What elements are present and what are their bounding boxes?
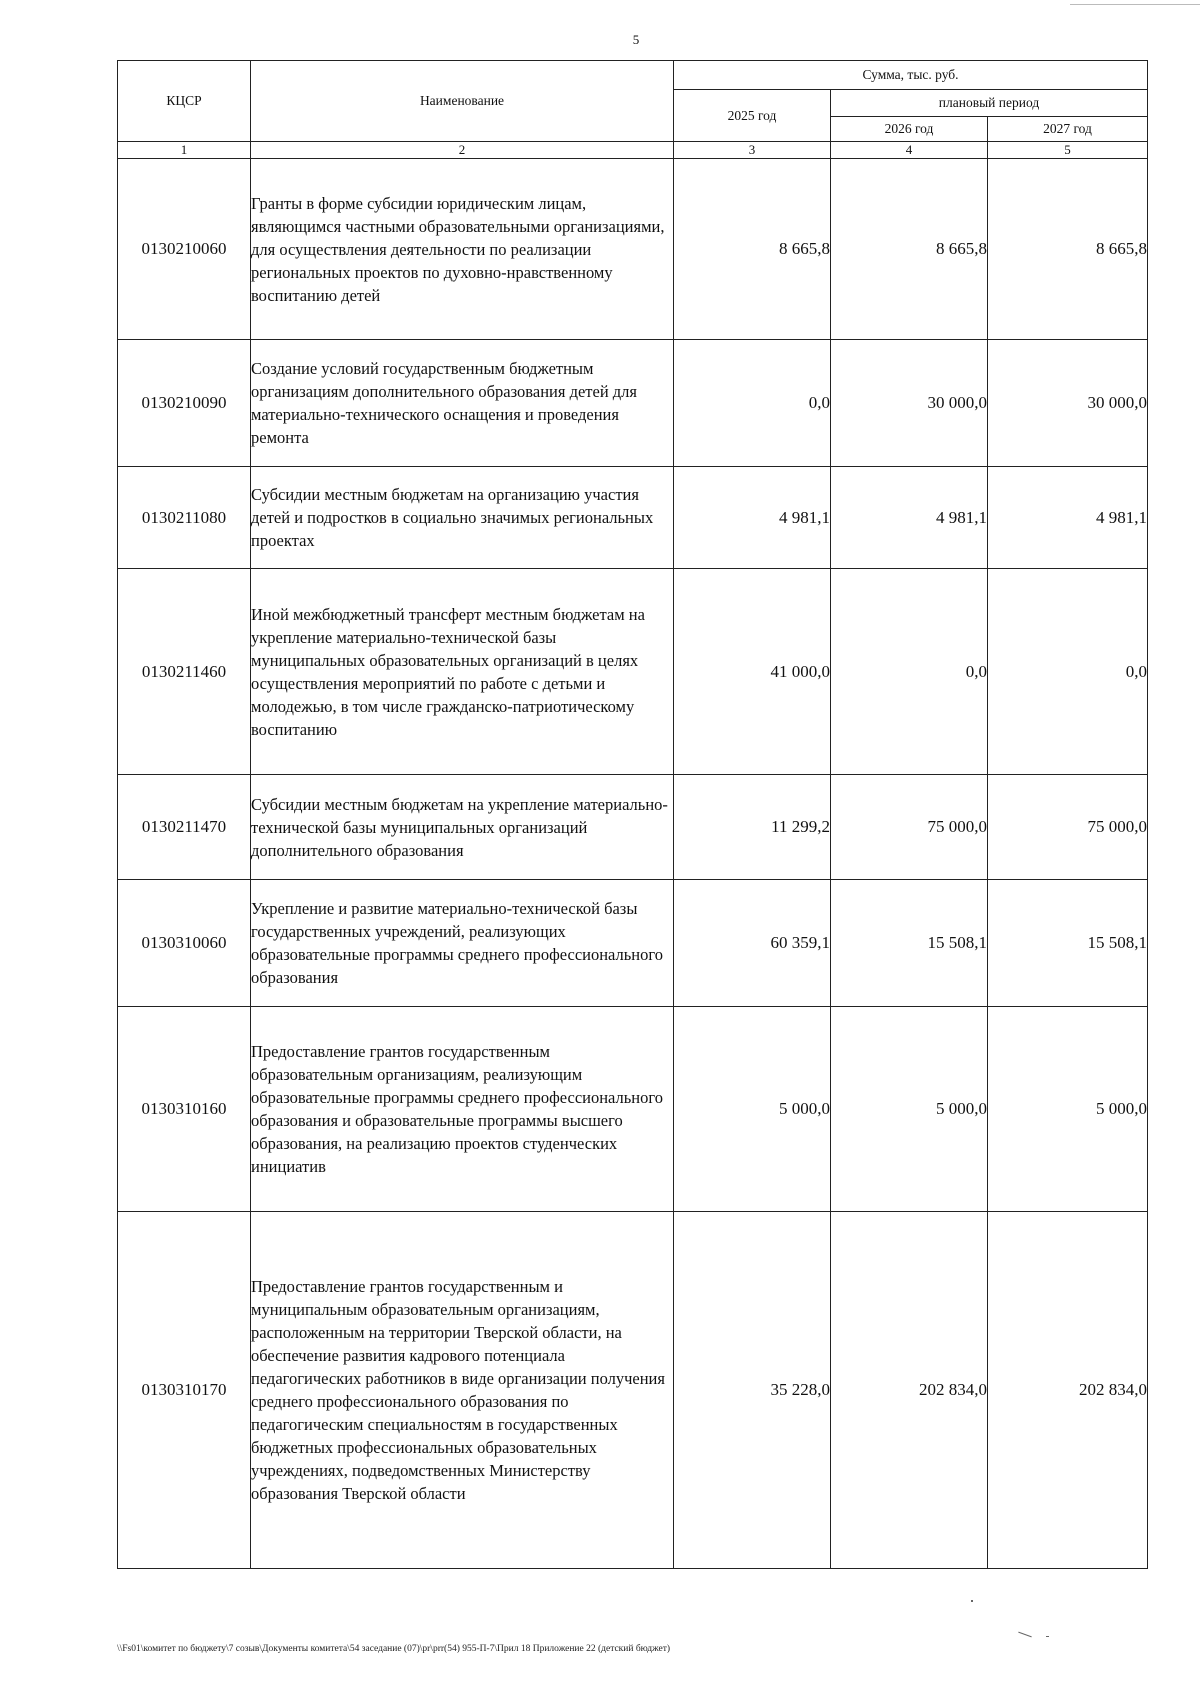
- row-name: Гранты в форме субсидии юридическим лицам, являющимся частными образовательными организациями, для осуществления деятельности по реализации региональных проектов по духовно-нравственному воспитанию детей: [251, 159, 674, 340]
- row-value-2027: 202 834,0: [988, 1212, 1148, 1569]
- row-value-2027: 15 508,1: [988, 880, 1148, 1007]
- row-name: Укрепление и развитие материально-технической базы государственных учреждений, реализующих образовательные программы среднего профессионального образования: [251, 880, 674, 1007]
- header-planned-period: плановый период: [831, 90, 1148, 117]
- table-row: [118, 775, 1148, 880]
- table-row: [118, 159, 1148, 340]
- row-name: Субсидии местным бюджетам на организацию участия детей и подростков в социально значимых региональных проектах: [251, 467, 674, 569]
- row-name: Иной межбюджетный трансферт местным бюджетам на укрепление материально-технической базы муниципальных образовательных организаций в целях осуществления мероприятий по работе с детьми и молодежью, в том числе гражданско-патриотическому воспитанию: [251, 569, 674, 775]
- table-row: [118, 467, 1148, 569]
- row-value-2027: 5 000,0: [988, 1007, 1148, 1212]
- row-code: 0130211470: [118, 775, 251, 880]
- row-name: Субсидии местным бюджетам на укрепление материально-технической базы муниципальных организаций дополнительного образования: [251, 775, 674, 880]
- row-code: 0130310060: [118, 880, 251, 1007]
- row-value-2025: 4 981,1: [674, 467, 831, 569]
- row-value-2026: 0,0: [831, 569, 988, 775]
- table-row: [118, 880, 1148, 1007]
- row-name: Создание условий государственным бюджетным организациям дополнительного образования детей для материально-технического оснащения и проведения ремонта: [251, 340, 674, 467]
- column-number: 5: [988, 142, 1148, 159]
- header-name: Наименование: [251, 61, 674, 142]
- row-name: Предоставление грантов государственным и муниципальным образовательным организациям, расположенным на территории Тверской области, на обеспечение развития кадрового потенциала педагогических работников в виде организации получения среднего профессионального образования по педагогическим специальностям в государственных бюджетных профессиональных образовательных учреждениях, подведомственных Министерству образования Тверской области: [251, 1212, 674, 1569]
- table-row: [118, 1007, 1148, 1212]
- row-code: 0130310160: [118, 1007, 251, 1212]
- header-sum: Сумма, тыс. руб.: [674, 61, 1148, 90]
- row-value-2026: 15 508,1: [831, 880, 988, 1007]
- row-code: 0130210060: [118, 159, 251, 340]
- row-value-2027: 4 981,1: [988, 467, 1148, 569]
- column-number: 1: [118, 142, 251, 159]
- row-value-2025: 0,0: [674, 340, 831, 467]
- row-value-2025: 60 359,1: [674, 880, 831, 1007]
- row-value-2027: 30 000,0: [988, 340, 1148, 467]
- row-code: 0130211460: [118, 569, 251, 775]
- table-row: [118, 1212, 1148, 1569]
- column-number: 2: [251, 142, 674, 159]
- column-number: 3: [674, 142, 831, 159]
- header-year-2027: 2027 год: [988, 117, 1148, 142]
- scan-mark: [971, 1600, 973, 1602]
- row-value-2026: 75 000,0: [831, 775, 988, 880]
- header-year-2026: 2026 год: [831, 117, 988, 142]
- row-value-2026: 8 665,8: [831, 159, 988, 340]
- row-value-2026: 5 000,0: [831, 1007, 988, 1212]
- page-number: 5: [632, 32, 640, 47]
- row-value-2025: 41 000,0: [674, 569, 831, 775]
- row-value-2026: 30 000,0: [831, 340, 988, 467]
- top-edge-line: [1070, 4, 1200, 5]
- row-code: 0130211080: [118, 467, 251, 569]
- row-value-2026: 4 981,1: [831, 467, 988, 569]
- row-value-2027: 75 000,0: [988, 775, 1148, 880]
- column-number: 4: [831, 142, 988, 159]
- row-value-2026: 202 834,0: [831, 1212, 988, 1569]
- header-code: КЦСР: [118, 61, 251, 142]
- row-value-2025: 35 228,0: [674, 1212, 831, 1569]
- row-value-2025: 5 000,0: [674, 1007, 831, 1212]
- budget-table: [117, 60, 1148, 1569]
- row-value-2025: 11 299,2: [674, 775, 831, 880]
- row-name: Предоставление грантов государственным образовательным организациям, реализующим образовательные программы среднего профессионального образования и образовательные программы высшего образования, на реализацию проектов студенческих инициатив: [251, 1007, 674, 1212]
- row-code: 0130310170: [118, 1212, 251, 1569]
- row-code: 0130210090: [118, 340, 251, 467]
- scan-mark: [1018, 1632, 1031, 1638]
- header-year-2025: 2025 год: [674, 90, 831, 142]
- table-row: [118, 569, 1148, 775]
- footer-file-path: \\Fs01\комитет по бюджету\7 созыв\Документы комитета\54 заседание (07)\pr\prr(54) 955-П-7\Прил 18 Приложение 22 (детский бюджет): [117, 1644, 671, 1654]
- table-row: [118, 340, 1148, 467]
- scan-mark: [1046, 1636, 1049, 1637]
- row-value-2027: 8 665,8: [988, 159, 1148, 340]
- row-value-2027: 0,0: [988, 569, 1148, 775]
- row-value-2025: 8 665,8: [674, 159, 831, 340]
